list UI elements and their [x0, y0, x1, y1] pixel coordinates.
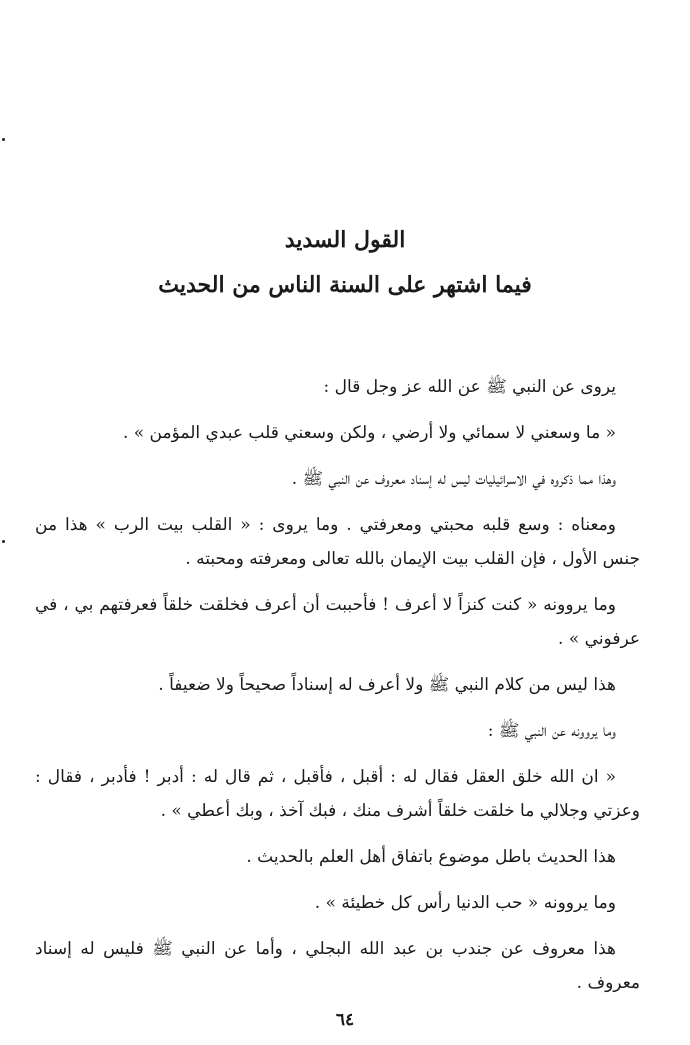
- page-subtitle: فيما اشتهر على السنة الناس من الحديث: [158, 272, 532, 298]
- paragraph: ومعناه : وسع قلبه محبتي ومعرفتي . وما يروى : « القلب بيت الرب » هذا من جنس الأول ، فإن القلب بيت الإيمان بالله تعالى ومعرفته ومحبته .: [35, 515, 640, 569]
- page-number: ٦٤: [335, 1010, 355, 1030]
- page-title: القول السديد: [284, 227, 406, 253]
- paragraph: هذا ليس من كلام النبي ﷺ ولا أعرف له إسناداً صحيحاً ولا ضعيفاً .: [158, 675, 616, 695]
- paragraph: وما يروونه عن النبي ﷺ :: [487, 721, 616, 741]
- paragraph: وهذا مما ذكروه في الاسرائيليات ليس له إسناد معروف عن النبي ﷺ .: [291, 469, 616, 489]
- paragraph: هذا معروف عن جندب بن عبد الله البجلي ، وأما عن النبي ﷺ فليس له إسناد معروف .: [35, 939, 640, 993]
- margin-mark-top: [2, 138, 5, 141]
- paragraph: وما يروونه « حب الدنيا رأس كل خطيئة » .: [314, 893, 616, 913]
- paragraph: « ما وسعني لا سمائي ولا أرضي ، ولكن وسعني قلب عبدي المؤمن » .: [122, 423, 616, 443]
- paragraph: يروى عن النبي ﷺ عن الله عز وجل قال :: [323, 377, 616, 397]
- paragraph: وما يروونه « كنت كنزاً لا أعرف ! فأحببت أن أعرف فخلقت خلقاً فعرفتهم بي ، في عرفوني » .: [35, 595, 640, 649]
- body-text: [35, 370, 640, 1012]
- paragraph: « ان الله خلق العقل فقال له : أقبل ، فأقبل ، ثم قال له : أدبر ! فأدبر ، فقال : وعزتي وجلالي ما خلقت خلقاً أشرف منك ، فبك آخذ ، وبك أعطي » .: [35, 767, 640, 821]
- margin-mark-bottom: [2, 540, 5, 543]
- paragraph: هذا الحديث باطل موضوع باتفاق أهل العلم بالحديث .: [246, 847, 616, 867]
